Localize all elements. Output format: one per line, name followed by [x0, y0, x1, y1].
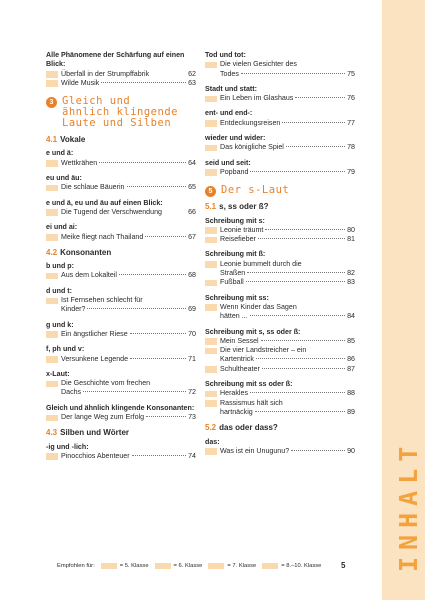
page-number-ref: 85: [347, 336, 355, 345]
toc-line[interactable]: [46, 413, 196, 422]
entry-title: Wenn Kinder das Sagen: [220, 302, 297, 311]
leader-dots: [247, 272, 345, 273]
page-number-ref: 67: [188, 232, 196, 241]
leader-dots: [256, 358, 345, 359]
entry-title: Wettkrähen: [61, 158, 98, 167]
section-entries: [205, 217, 355, 418]
toc-entry: [205, 328, 355, 374]
entry-title: Ein ängstlicher Riese: [61, 329, 128, 338]
toc-line[interactable]: [205, 389, 355, 398]
page-number-ref: 84: [347, 312, 355, 321]
leader-dots: [255, 411, 345, 412]
chapter-heading: [205, 185, 355, 196]
grade-level-bar: [205, 227, 217, 234]
grade-level-bar: [46, 453, 58, 460]
leader-dots: [250, 171, 345, 172]
page-number-ref: 68: [188, 271, 196, 280]
toc-line[interactable]: [46, 233, 196, 242]
toc-entry: [205, 134, 355, 153]
leader-dots: [258, 238, 345, 239]
page-number-ref: 88: [347, 389, 355, 398]
legend-swatch: [262, 563, 278, 569]
toc-entry: [205, 109, 355, 128]
toc-line-continued[interactable]: [46, 305, 196, 314]
toc-line[interactable]: [205, 235, 355, 244]
entry-title: Aus dem Lokalteil: [61, 271, 117, 280]
toc-entry: [46, 223, 196, 242]
toc-line[interactable]: [205, 365, 355, 374]
page-number-ref: 62: [188, 69, 196, 78]
entry-title: Meike fliegt nach Thailand: [61, 232, 144, 241]
legend-item: = 8.–10. Klasse: [281, 563, 322, 569]
toc-line[interactable]: [46, 330, 196, 339]
page-number: 5: [341, 561, 346, 570]
toc-line[interactable]: [46, 183, 196, 192]
grade-level-bar: [205, 120, 217, 127]
entry-title-continued: hartnäckig: [220, 407, 253, 416]
grade-level-bar: [46, 209, 58, 216]
toc-line[interactable]: [205, 226, 355, 235]
legend-label: Empfohlen für:: [57, 563, 95, 569]
grade-level-bar: [46, 71, 58, 78]
entry-category: Tod und tot:: [205, 51, 246, 59]
page-number-ref: 75: [347, 69, 355, 78]
grade-level-bar: [205, 391, 217, 398]
chapter-title-line: Laute und Silben: [62, 117, 172, 130]
entry-category: Schreibung mit s:: [205, 216, 265, 225]
leader-dots: [261, 340, 345, 341]
page-number-ref: 87: [347, 364, 355, 373]
section-number: 4.1: [46, 135, 58, 145]
entry-category: x-Laut:: [46, 369, 70, 378]
section-entries: [46, 262, 196, 422]
grade-level-bar: [46, 80, 58, 87]
toc-line[interactable]: [205, 399, 355, 408]
toc-entry: [46, 287, 196, 315]
grade-level-bar: [46, 415, 58, 422]
leader-dots: [99, 162, 186, 163]
toc-line-continued[interactable]: [205, 312, 355, 321]
section-title: Vokale: [60, 135, 86, 145]
entry-title-continued: Straßen: [220, 269, 246, 278]
entry-category: e und ä, eu und äu auf einen Blick:: [46, 198, 163, 207]
entry-title: Pinocchios Abenteuer: [61, 451, 130, 460]
leader-dots: [262, 368, 345, 369]
grade-level-bar: [205, 338, 217, 345]
leader-dots: [127, 186, 187, 187]
toc-entry: [205, 380, 355, 417]
entry-category: f, ph und v:: [46, 345, 85, 354]
left-column: [46, 51, 196, 467]
entry-category: ent- und end-:: [205, 109, 253, 118]
chapter-number-badge: 5: [205, 186, 216, 197]
section-number: 5.1: [205, 202, 217, 212]
entry-category: Schreibung mit s, ss oder ß:: [205, 327, 301, 336]
section-entries: [46, 149, 196, 241]
entry-title: Reisefieber: [220, 235, 256, 244]
entry-category: ei und ai:: [46, 223, 78, 232]
toc-entry: [46, 149, 196, 168]
recommendation-legend: [57, 563, 321, 569]
page-number-ref: 79: [347, 167, 355, 176]
entry-title: Die Geschichte vom frechen: [61, 379, 151, 388]
legend-swatch: [155, 563, 171, 569]
page-number-ref: 71: [188, 354, 196, 363]
section-heading: [46, 135, 196, 144]
entry-title: Der lange Weg zum Erfolg: [61, 413, 145, 422]
entry-category: Alle Phänomene der Schärfung auf einen Blick:: [46, 51, 185, 69]
entry-title: Die vier Landstreicher – ein: [220, 346, 307, 355]
grade-level-bar: [205, 237, 217, 244]
entry-title: Rassismus hält sich: [220, 398, 283, 407]
section-number: 4.2: [46, 247, 58, 257]
chapter-number-badge: 3: [46, 97, 57, 108]
legend-item: = 6. Klasse: [173, 563, 203, 569]
right-column: [205, 51, 355, 462]
entry-title: Überfall in der Strumpffabrik: [61, 69, 150, 78]
entry-title-continued: hätten ...: [220, 312, 248, 321]
entry-category: seid und seit:: [205, 158, 251, 167]
grade-level-bar: [205, 169, 217, 176]
entry-category: -ig und -lich:: [46, 442, 89, 451]
leader-dots: [282, 122, 345, 123]
toc-entry: [46, 321, 196, 340]
toc-entry: [205, 438, 355, 457]
section-heading: [205, 423, 355, 432]
entry-category: Gleich und ähnlich klingende Konsonanten:: [46, 403, 195, 412]
entry-title: Leonie träumt: [220, 225, 264, 234]
grade-level-bar: [46, 273, 58, 280]
toc-entry: [46, 345, 196, 364]
section-entries: [46, 443, 196, 462]
entry-category: Stadt und statt:: [205, 84, 258, 93]
section-entries: [205, 438, 355, 457]
grade-level-bar: [205, 448, 217, 455]
toc-line[interactable]: [46, 296, 196, 305]
entry-title: Ist Fernsehen schlecht für: [61, 296, 143, 305]
toc-line[interactable]: [46, 355, 196, 364]
toc-entry: [46, 174, 196, 193]
entry-title: Das königliche Spiel: [220, 143, 284, 152]
leader-dots: [130, 358, 186, 359]
toc-line-continued[interactable]: [46, 388, 196, 397]
toc-line-continued[interactable]: [205, 355, 355, 364]
toc-line[interactable]: [46, 159, 196, 168]
grade-level-bar: [46, 185, 58, 192]
entry-title: Die vielen Gesichter des: [220, 60, 297, 69]
leader-dots: [250, 315, 345, 316]
toc-entry: [205, 250, 355, 287]
legend-item: = 7. Klasse: [227, 563, 257, 569]
toc-line[interactable]: [46, 70, 196, 79]
leader-dots: [146, 416, 186, 417]
section-number: 4.3: [46, 428, 58, 438]
leader-dots: [291, 450, 345, 451]
entry-title-continued: Kartentrick: [220, 355, 254, 364]
toc-line[interactable]: [205, 337, 355, 346]
toc-line[interactable]: [205, 119, 355, 128]
entry-title: Entdeckungsreisen: [220, 118, 281, 127]
page-number-ref: 73: [188, 413, 196, 422]
toc-entry: [46, 51, 196, 88]
entry-title: Die Tugend der Verschwendung: [61, 207, 162, 216]
entry-category: Schreibung mit ss:: [205, 293, 269, 302]
entry-category: d und t:: [46, 286, 72, 295]
toc-entry: [46, 370, 196, 398]
page-number-ref: 82: [347, 269, 355, 278]
entry-title: Wilde Musik: [61, 78, 100, 87]
entry-title: Herakles: [220, 389, 248, 398]
leader-dots: [101, 82, 186, 83]
section-heading: [46, 248, 196, 257]
page-number-ref: 72: [188, 388, 196, 397]
section-title: Konsonanten: [60, 247, 112, 257]
page-number-ref: 90: [347, 446, 355, 455]
section-heading: [205, 202, 355, 211]
grade-level-bar: [205, 304, 217, 311]
grade-level-bar: [205, 62, 217, 69]
toc-line[interactable]: [205, 447, 355, 456]
entry-title: Versunkene Legende: [61, 354, 129, 363]
leader-dots: [246, 281, 345, 282]
leader-dots: [87, 308, 186, 309]
toc-line-continued[interactable]: [205, 408, 355, 417]
entry-title: Was ist ein Unugunu?: [220, 446, 290, 455]
leader-dots: [130, 333, 186, 334]
toc-line[interactable]: [205, 346, 355, 355]
toc-line[interactable]: [205, 143, 355, 152]
page-number-ref: 89: [347, 407, 355, 416]
toc-line[interactable]: [205, 94, 355, 103]
leader-dots: [119, 274, 186, 275]
grade-level-bar: [46, 160, 58, 167]
page-number-ref: 63: [188, 78, 196, 87]
entry-title: Mein Sessel: [220, 336, 259, 345]
entry-title: Popband: [220, 167, 249, 176]
entry-category: das:: [205, 437, 220, 446]
section-number: 5.2: [205, 423, 217, 433]
leader-dots: [286, 146, 345, 147]
legend-item: = 5. Klasse: [119, 563, 149, 569]
entry-category: Schreibung mit ß:: [205, 250, 266, 259]
toc-line[interactable]: [46, 379, 196, 388]
side-tab-label: INHALT: [394, 439, 423, 572]
grade-level-bar: [205, 348, 217, 355]
toc-line[interactable]: [205, 168, 355, 177]
entry-title-continued: Todes: [220, 69, 239, 78]
page-number-ref: 86: [347, 355, 355, 364]
entry-category: g und k:: [46, 320, 74, 329]
chapter-heading: [46, 96, 196, 129]
entry-title: Leonie bummelt durch die: [220, 259, 302, 268]
toc-line[interactable]: [46, 452, 196, 461]
page-number-ref: 65: [188, 183, 196, 192]
toc-line[interactable]: [205, 260, 355, 269]
toc-line[interactable]: [205, 303, 355, 312]
toc-line[interactable]: [46, 271, 196, 280]
toc-entry: [205, 159, 355, 178]
grade-level-bar: [205, 261, 217, 268]
toc-line-continued[interactable]: [205, 269, 355, 278]
leader-dots: [145, 236, 186, 237]
page-number-ref: 81: [347, 235, 355, 244]
grade-level-bar: [46, 356, 58, 363]
toc-entry: [205, 217, 355, 245]
page-number-ref: 74: [188, 451, 196, 460]
page-number-ref: 80: [347, 225, 355, 234]
toc-line[interactable]: [46, 79, 196, 88]
leader-dots: [295, 97, 345, 98]
leader-dots: [265, 229, 345, 230]
toc-entry: [46, 199, 196, 218]
entry-category: Schreibung mit ss oder ß:: [205, 380, 293, 389]
entry-category: eu und äu:: [46, 174, 82, 183]
toc-line[interactable]: [205, 278, 355, 287]
section-title: Silben und Wörter: [60, 428, 130, 438]
chapter-title-line: Gleich und: [62, 95, 131, 108]
entry-title: Schultheater: [220, 364, 260, 373]
toc-entry: [46, 404, 196, 423]
grade-level-bar: [46, 234, 58, 241]
entry-title: Ein Leben im Glashaus: [220, 94, 294, 103]
entry-category: e und ä:: [46, 149, 74, 158]
entry-title-continued: Kinder?: [61, 305, 86, 314]
page-number-ref: 66: [188, 207, 196, 216]
leader-dots: [83, 391, 186, 392]
toc-entry: [205, 294, 355, 322]
chapter-title-line: Der s-Laut: [221, 184, 290, 197]
page-number-ref: 64: [188, 158, 196, 167]
section-heading: [46, 428, 196, 437]
right-top-group: [205, 51, 355, 177]
page-number-ref: 83: [347, 278, 355, 287]
toc-entry: [205, 85, 355, 104]
left-top-group: [46, 51, 196, 88]
toc-line-continued[interactable]: [205, 70, 355, 79]
grade-level-bar: [205, 96, 217, 103]
entry-category: wieder und wider:: [205, 134, 266, 143]
leader-dots: [250, 392, 345, 393]
page-number-ref: 69: [188, 305, 196, 314]
entry-category: b und p:: [46, 262, 74, 271]
grade-level-bar: [205, 400, 217, 407]
toc-line[interactable]: [46, 208, 196, 217]
entry-title-continued: Dachs: [61, 388, 82, 397]
grade-level-bar: [46, 331, 58, 338]
chapter-title-line: ähnlich klingende: [62, 106, 178, 119]
page-number-ref: 77: [347, 118, 355, 127]
legend-swatch: [101, 563, 117, 569]
grade-level-bar: [46, 381, 58, 388]
page-number-ref: 70: [188, 329, 196, 338]
page-number-ref: 76: [347, 94, 355, 103]
page-number-ref: 78: [347, 143, 355, 152]
leader-dots: [132, 455, 186, 456]
entry-title: Die schlaue Bäuerin: [61, 183, 125, 192]
toc-entry: [46, 262, 196, 281]
toc-entry: [205, 51, 355, 79]
section-title: s, ss oder ß?: [219, 202, 269, 212]
grade-level-bar: [205, 280, 217, 287]
legend-swatch: [208, 563, 224, 569]
toc-line[interactable]: [205, 60, 355, 69]
leader-dots: [241, 73, 345, 74]
entry-title: Fußball: [220, 278, 244, 287]
grade-level-bar: [46, 298, 58, 305]
grade-level-bar: [205, 145, 217, 152]
toc-entry: [46, 443, 196, 462]
section-title: das oder dass?: [219, 423, 278, 433]
grade-level-bar: [205, 366, 217, 373]
